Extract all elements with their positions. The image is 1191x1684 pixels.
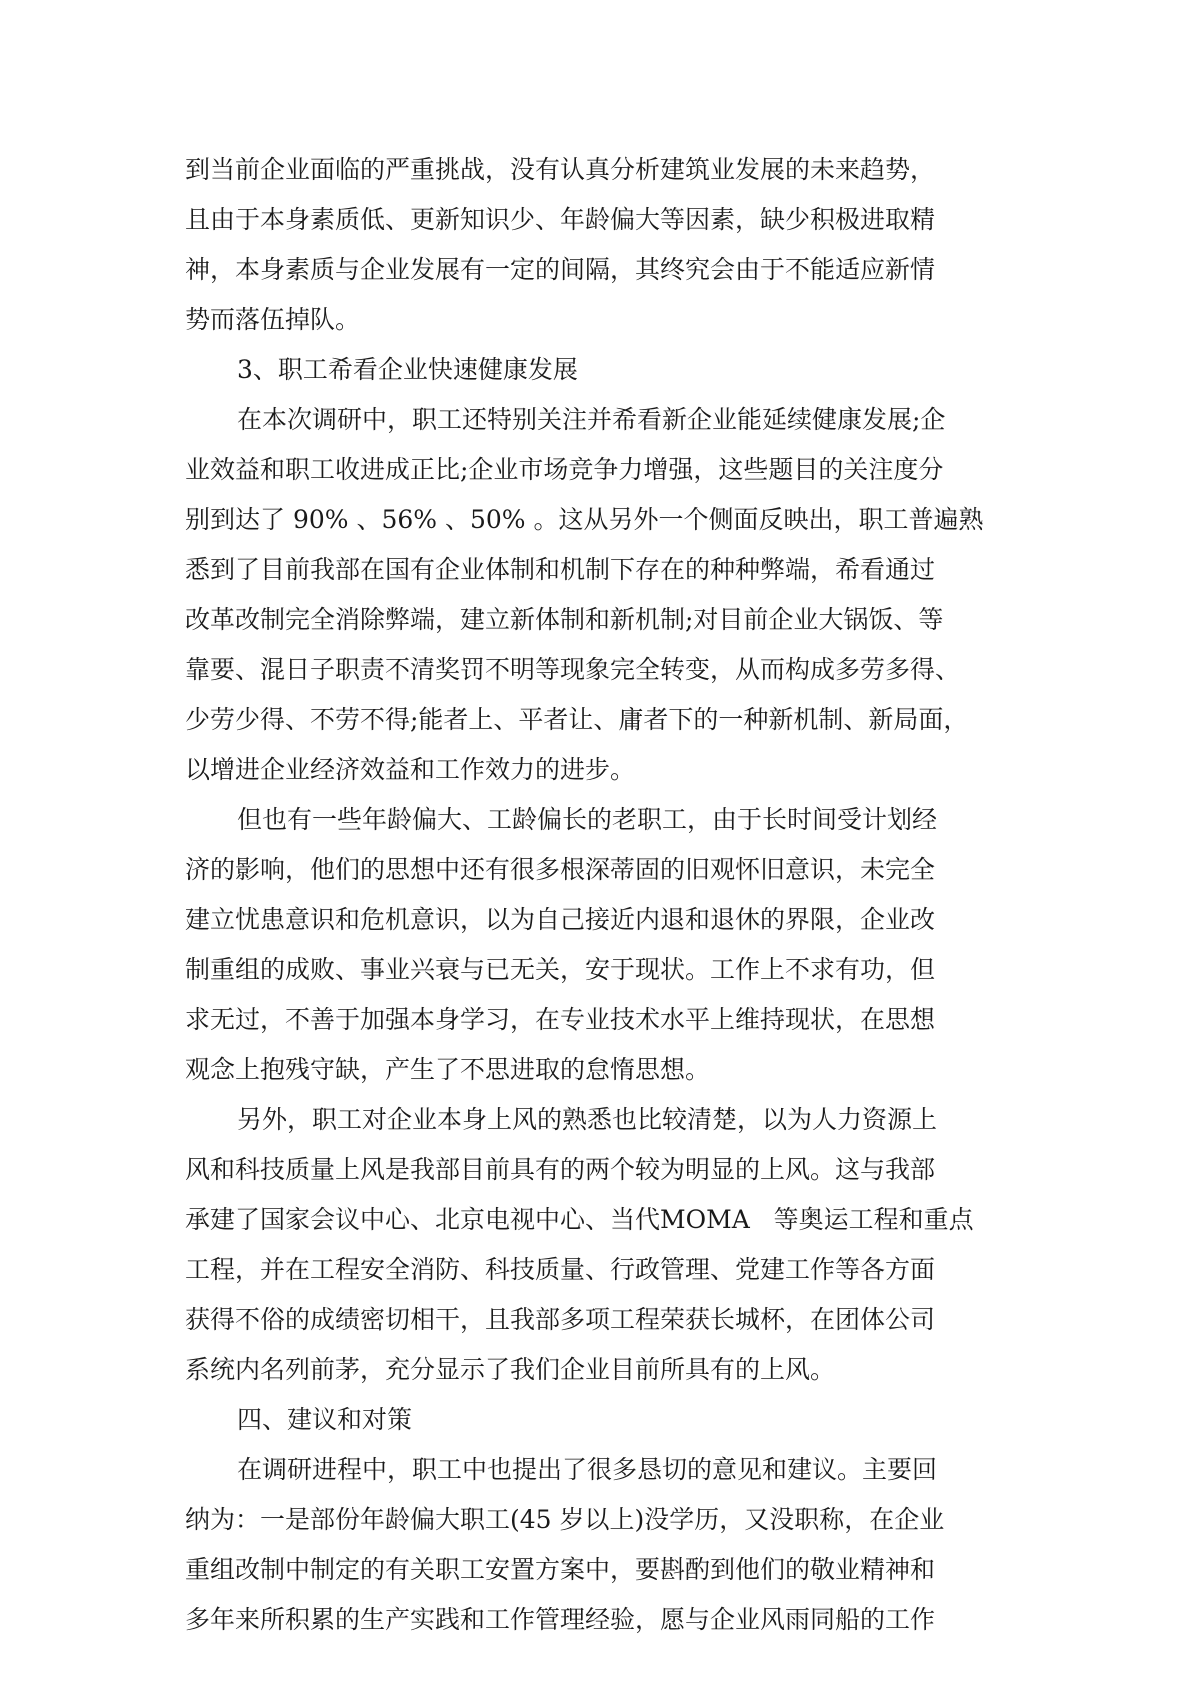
text-line: 业效益和职工收进成正比;企业市场竞争力增强，这些题目的关注度分 — [185, 455, 944, 484]
text-line: 建立忧患意识和危机意识，以为自己接近内退和退休的界限，企业改 — [185, 905, 936, 934]
text-line: 神，本身素质与企业发展有一定的间隔，其终究会由于不能适应新情 — [185, 255, 936, 284]
text-line: 靠要、混日子职责不清奖罚不明等现象完全转变，从而构成多劳多得、 — [185, 655, 961, 684]
text-line: 系统内名列前茅，充分显示了我们企业目前所具有的上风。 — [185, 1355, 836, 1384]
text-line: 求无过，不善于加强本身学习，在专业技术水平上维持现状，在思想 — [185, 1005, 936, 1034]
text-line: 别到达了 90% 、56% 、50% 。这从另外一个侧面反映出，职工普遍熟 — [185, 505, 984, 534]
text-line: 纳为：一是部份年龄偏大职工(45 岁以上)没学历，又没职称，在企业 — [185, 1505, 945, 1534]
text-line: 改革改制完全消除弊端，建立新体制和新机制;对目前企业大锅饭、等 — [185, 605, 944, 634]
text-line: 济的影响，他们的思想中还有很多根深蒂固的旧观怀旧意识，未完全 — [185, 855, 936, 884]
text-line: 以增进企业经济效益和工作效力的进步。 — [185, 755, 636, 784]
text-line: 重组改制中制定的有关职工安置方案中，要斟酌到他们的敬业精神和 — [185, 1555, 936, 1584]
text-line: 多年来所积累的生产实践和工作管理经验，愿与企业风雨同船的工作 — [185, 1605, 936, 1634]
section-heading: 3、职工希看企业快速健康发展 — [237, 355, 578, 384]
text-line: 少劳少得、不劳不得;能者上、平者让、庸者下的一种新机制、新局面， — [185, 705, 969, 734]
text-line: 势而落伍掉队。 — [185, 305, 361, 334]
text-line: 在调研进程中，职工中也提出了很多恳切的意见和建议。主要回 — [237, 1455, 938, 1484]
text-line: 工程，并在工程安全消防、科技质量、行政管理、党建工作等各方面 — [185, 1255, 936, 1284]
text-line: 且由于本身素质低、更新知识少、年龄偏大等因素，缺少积极进取精 — [185, 205, 936, 234]
text-line: 制重组的成败、事业兴衰与已无关，安于现状。工作上不求有功，但 — [185, 955, 936, 984]
text-line: 观念上抱残守缺，产生了不思进取的怠惰思想。 — [185, 1055, 711, 1084]
section-heading: 四、建议和对策 — [237, 1405, 413, 1434]
text-line: 到当前企业面临的严重挑战，没有认真分析建筑业发展的未来趋势， — [185, 155, 936, 184]
text-line: 悉到了目前我部在国有企业体制和机制下存在的种种弊端，希看通过 — [185, 555, 936, 584]
text-line: 在本次调研中，职工还特别关注并希看新企业能延续健康发展;企 — [237, 405, 946, 434]
text-line: 风和科技质量上风是我部目前具有的两个较为明显的上风。这与我部 — [185, 1155, 936, 1184]
text-line: 承建了国家会议中心、北京电视中心、当代MOMA 等奥运工程和重点 — [185, 1205, 974, 1234]
body-text — [185, 145, 1015, 1645]
text-line: 获得不俗的成绩密切相干，且我部多项工程荣获长城杯，在团体公司 — [185, 1305, 936, 1334]
text-line: 但也有一些年龄偏大、工龄偏长的老职工，由于长时间受计划经 — [237, 805, 938, 834]
text-line: 另外，职工对企业本身上风的熟悉也比较清楚，以为人力资源上 — [237, 1105, 938, 1134]
